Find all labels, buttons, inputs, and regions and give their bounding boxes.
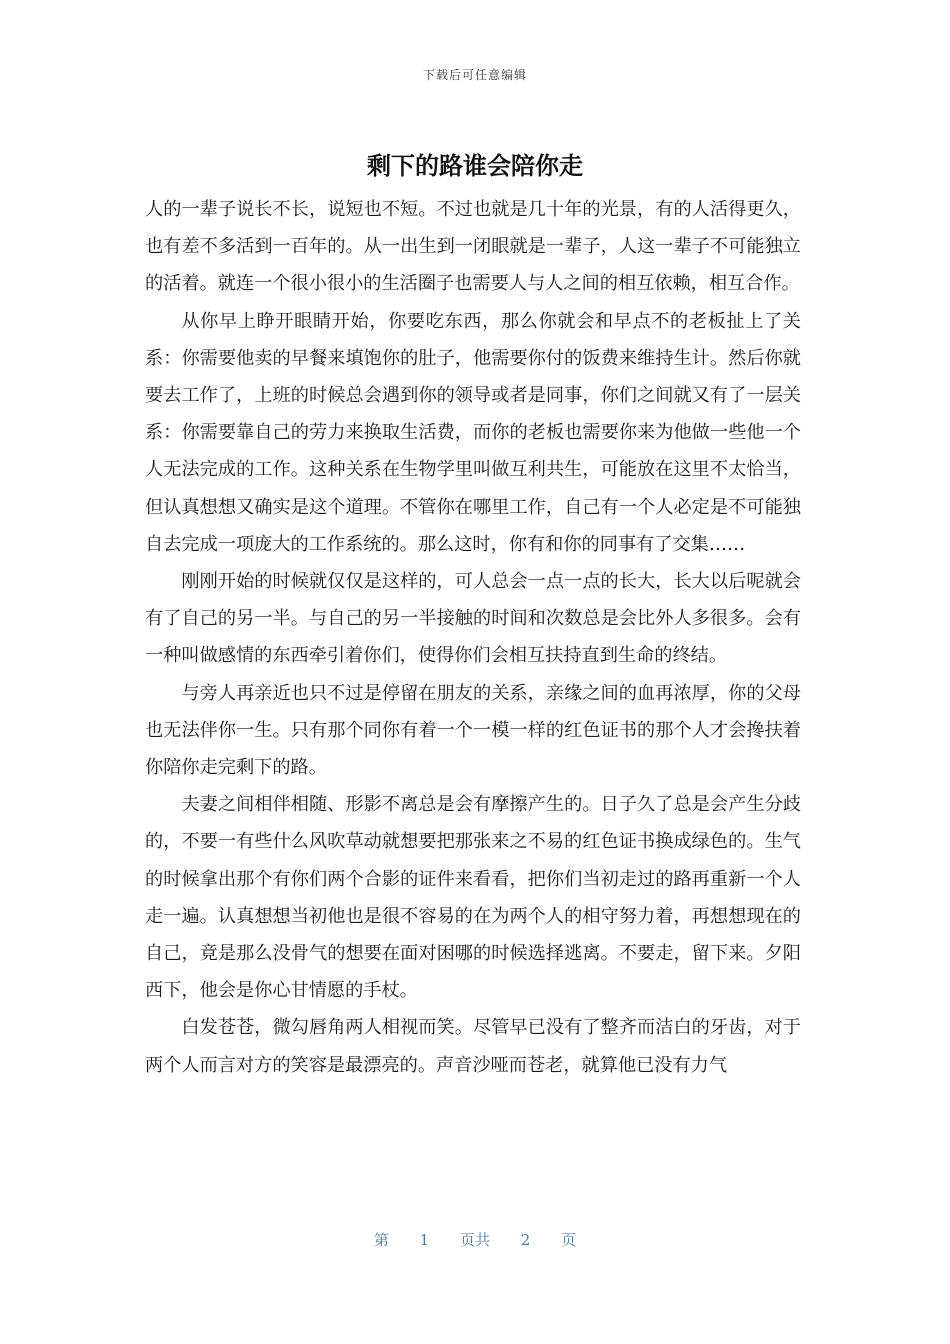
page-footer [0, 1229, 950, 1250]
current-page-number: 1 [419, 1231, 430, 1249]
paragraph-3: 刚刚开始的时候就仅仅是这样的，可人总会一点一点的长大，长大以后呢就会有了自己的另一半。与自己的另一半接触的时间和次数总是会比外人多很多。会有一种叫做感情的东西牵引着你们，使得你们会相互扶持直到生命的终结。 [145, 571, 801, 667]
document-body [145, 191, 801, 1084]
page-label: 第 [373, 1231, 389, 1249]
paragraph-1: 人的一辈子说长不长，说短也不短。不过也就是几十年的光景，有的人活得更久，也有差不多活到一百年的。从一出生到一闭眼就是一辈子，人这一辈子不可能独立的活着。就连一个很小很小的生活圈子也需要人与人之间的相互依赖，相互合作。 [145, 199, 801, 295]
document-title: 剩下的路谁会陪你走 [367, 152, 583, 180]
paragraph-2: 从你早上睁开眼睛开始，你要吃东西，那么你就会和早点不的老板扯上了关系：你需要他卖的早餐来填饱你的肚子，他需要你付的饭费来维持生计。然后你就要去工作了，上班的时候总会遇到你的领导或者是同事，你们之间就又有了一层关系：你需要靠自己的劳力来换取生活费，而你的老板也需要你来为他做一些他一个人无法完成的工作。这种关系在生物学里叫做互利共生，可能放在这里不太恰当，但认真想想又确实是这个道理。不管你在哪里工作，自己有一个人必定是不可能独自去完成一项庞大的工作系统的。那么这时，你有和你的同事有了交集…… [145, 310, 801, 555]
page-of-label: 页共 [459, 1231, 490, 1249]
header-note: 下载后可任意编辑 [422, 68, 527, 82]
page-end-label: 页 [561, 1231, 577, 1249]
paragraph-4: 与旁人再亲近也只不过是停留在朋友的关系，亲缘之间的血再浓厚，你的父母也无法伴你一生。只有那个同你有着一个一模一样的红色证书的那个人才会搀扶着你陪你走完剩下的路。 [145, 682, 801, 779]
paragraph-5: 夫妻之间相伴相随、形影不离总是会有摩擦产生的。日子久了总是会产生分歧的，不要一有些什么风吹草动就想要把那张来之不易的红色证书换成绿色的。生气的时候拿出那个有你们两个合影的证件来看看，把你们当初走过的路再重新一个人走一遍。认真想想当初他也是很不容易的在为两个人的相守努力着，再想想现在的自己，竟是那么没骨气的想要在面对困哪的时候选择逃离。不要走，留下来。夕阳西下，他会是你心甘情愿的手杖。 [145, 794, 801, 1002]
total-pages-number: 2 [520, 1231, 531, 1249]
paragraph-6: 白发苍苍，微勾唇角两人相视而笑。尽管早已没有了整齐而洁白的牙齿，对于两个人而言对方的笑容是最漂亮的。声音沙哑而苍老，就算他已没有力气 [145, 1017, 801, 1076]
